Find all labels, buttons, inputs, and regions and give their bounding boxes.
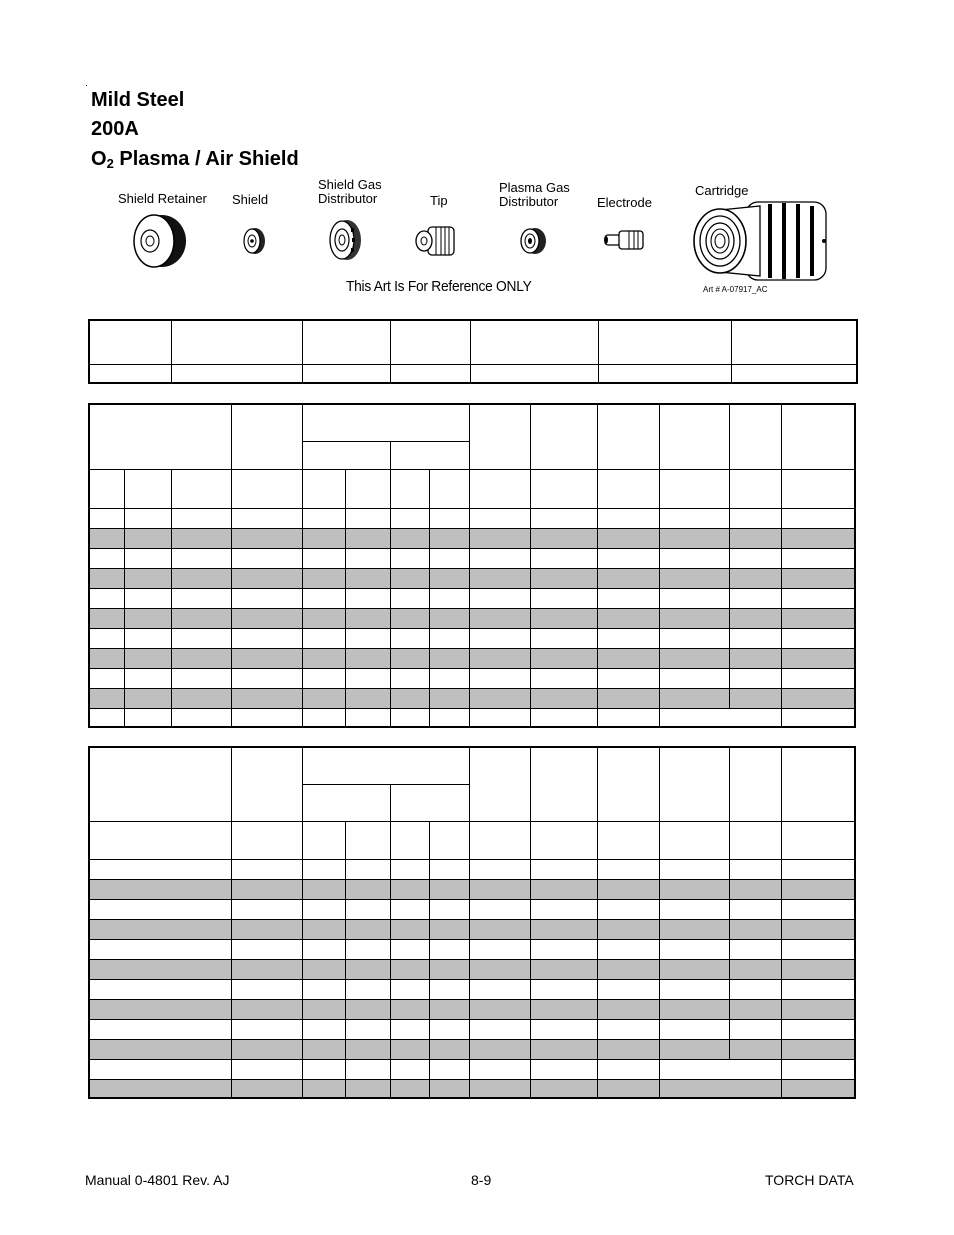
part-number-table	[88, 319, 858, 384]
shield-retainer-icon	[132, 213, 188, 269]
title-material: Mild Steel	[91, 89, 185, 111]
footer-manual-revision: Manual 0-4801 Rev. AJ	[85, 1172, 230, 1188]
label-shield: Shield	[232, 192, 269, 207]
title-gases: $O_2$ Plasma / Air Shield	[91, 148, 299, 171]
shield-icon	[242, 226, 266, 256]
tip-icon	[414, 224, 460, 258]
footer-page-number: 8-9	[471, 1172, 492, 1188]
label-electrode: Electrode	[597, 195, 652, 210]
plasma-gas-distributor-icon	[518, 226, 548, 256]
label-cartridge: Cartridge	[695, 183, 749, 198]
label-tip: Tip	[430, 193, 448, 208]
footer-section-title: TORCH DATA	[765, 1172, 854, 1188]
label-shield-retainer: Shield Retainer	[118, 191, 207, 206]
cut-chart-table-imperial	[88, 403, 856, 728]
shield-gas-distributor-icon	[327, 218, 363, 262]
cartridge-icon	[690, 198, 832, 284]
cut-chart-table-metric	[88, 746, 856, 1099]
art-reference-note: This Art Is For Reference ONLY	[346, 278, 532, 295]
art-number: Art # A-07917_AC	[703, 285, 768, 294]
title-amperage: 200A	[91, 118, 139, 140]
label-shield-gas-distributor: Shield Gas Distributor	[318, 177, 382, 206]
registration-mark	[86, 85, 87, 86]
label-plasma-gas-distributor: Plasma Gas Distributor	[499, 180, 570, 209]
electrode-icon	[601, 228, 647, 252]
